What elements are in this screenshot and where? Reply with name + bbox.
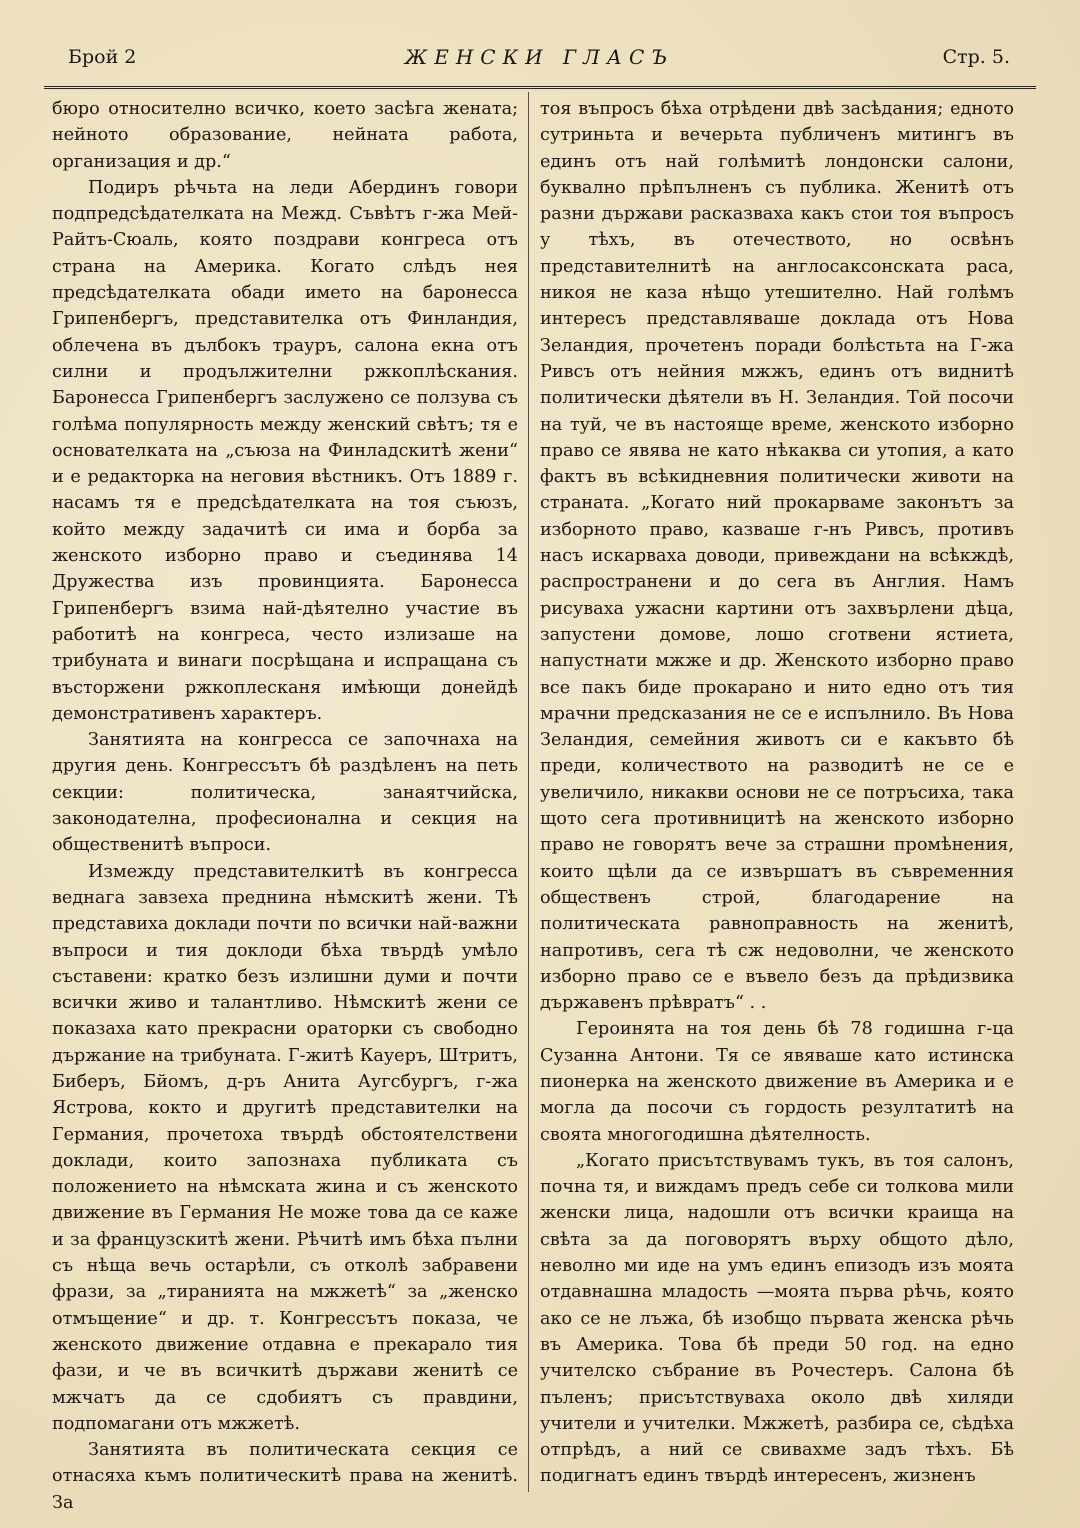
paragraph: тоя въпросъ бѣха отрѣдени двѣ засѣдания; едното сутриньта и вечерьта публиченъ митингъ въ единъ отъ най голѣмитѣ лондонски салони, буквално прѣпълненъ съ публика. Женитѣ отъ разни държави расказваха какъ стои тоя въпросъ у тѣхъ, въ отечеството, но освѣнъ представителнитѣ на англосаксонската раса, никоя не каза нѣщо утешително. Най голѣмъ интересъ представляваше доклада отъ Нова Зеландия, прочетенъ поради болѣстьта на Г-жа Ривсъ отъ нейния мжжъ, единъ отъ виднитѣ политически дѣятели въ Н. Зеландия. Той посочи на туй, че въ настояще време, женското изборно право се явява не като нѣкаква си утопия, а като фактъ въ всѣкидневния политически животи на страната. „Когато ний прокарваме законътъ за изборното право, казваше г-нъ Ривсъ, противъ насъ искарваха доводи, привеждани на всѣкждѣ, распространени и до сега въ Англия. Намъ рисуваха ужасни картини отъ захвърлени дѣца, запустени домове, лошо сготвени ястиета, напустнати мжже и др. Женското изборно право все пакъ биде прокарано и нито едно отъ тия мрачни предсказания не се е испълнило. Въ Нова Зеландия, семейния животъ си е какъвто бѣ преди, количеството на разводитѣ не се е увеличило, никакви основи не се потръсиха, така щото сега противницитѣ на женското изборно право не говорятъ вече за страшни промѣнения, които щѣли да се извършатъ въ съвременния общественъ строй, благодарение на политическата равноправность на женитѣ, напротивъ, сега тѣ сж недоволни, че женското изборно право се е въвело безъ да прѣдизвика държавенъ прѣвратъ“ . .: [540, 99, 1014, 1014]
paragraph: Измежду представителкитѣ въ конгресса веднага завзеха преднина нѣмскитѣ жени. Тѣ представиха доклади почти по всички най-важни въпроси и тия доклоди бѣха твърдѣ умѣло съставени: кратко безъ излишни думи и почти всички живо и талантливо. Нѣмскитѣ жени се показаха като прекрасни ораторки съ свободно държание на трибуната. Г-житѣ Кауеръ, Штритъ, Биберъ, Бйомъ, д-ръ Анита Аугсбургъ, г-жа Ястрова, кокто и другитѣ представителки на Германия, прочетоха твърдѣ обстоятелствени доклади, които запознаха публиката съ положението на нѣмската жина и съ женското движение въ Германия Не може това да се каже и за французскитѣ жени. Рѣчитѣ имъ бѣха пълни съ нѣща вечь остарѣли, съ отколѣ забравени фрази, за „тиранията на мжжетѣ“ за „женско отмъщение“ и др. т. Конгрессътъ показа, че женското движение отдавна е прекарало тия фази, и че въ всичкитѣ държави женитѣ се мжчатъ да се сдобиятъ съ правдини, подпомагани отъ мжжетѣ.: [52, 861, 518, 1434]
paragraph: бюро относително всичко, което засѣга жената; нейното образование, нейната работа, организация и др.“: [52, 99, 518, 172]
paragraph: Занятията въ политическата секция се отнасяха къмъ политическитѣ права на женитѣ. За: [52, 1440, 518, 1513]
paragraph: Занятията на конгресса се започнаха на другия день. Конгрессътъ бѣ раздѣленъ на петь секции: политическа, занаятчийска, законодателна, професионална и секция на общественитѣ въпроси.: [52, 730, 518, 856]
paragraph: Героинята на тоя день бѣ 78 годишна г-ца Сузанна Антони. Тя се явяваше като истинска пионерка на женското движение въ Америка и е могла да посочи съ гордость резултатитѣ на своята многогодишна дѣятелность.: [540, 1019, 1014, 1145]
paragraph: „Когато присътствувамъ тукъ, въ тоя салонъ, почна тя, и виждамъ предъ себе си толкова мили женски лица, надошли отъ всички краища на свѣта за да поговорятъ върху общото дѣло, неволно ми иде на умъ единъ епизодъ изъ моята отдавнашна младость —моята първа рѣчь, която ако се не лъжа, бѣ изобщо първата женска рѣчь въ Америка. Това бѣ преди 50 год. на едно учителско събрание въ Рочестеръ. Салона бѣ пъленъ; присътствуваха около двѣ хиляди учители и учителки. Мжжетѣ, разбира се, сѣдѣха отпрѣдъ, а ний се свивахме задъ тѣхъ. Бѣ подигнатъ единъ твърдѣ интересенъ, жизненъ: [540, 1150, 1014, 1487]
left-column: [52, 96, 518, 1513]
header-rule: [44, 86, 1036, 89]
page-header: [68, 40, 1010, 74]
issue-number: Брой 2: [68, 46, 137, 68]
right-column: [540, 96, 1014, 1487]
newspaper-title: ЖЕНСКИ ГЛАСЪ: [404, 45, 675, 69]
page-number: Стр. 5.: [942, 46, 1010, 68]
paragraph: Подиръ рѣчьта на леди Абердинъ говори подпредсѣдателката на Межд. Съвѣтъ г-жа Мей-Райтъ-Сюаль, която поздрави конгреса отъ страна на Америка. Когато слѣдъ нея предсѣдателката обади името на баронесса Грипенбергъ, представителка отъ Финландия, облечена въ дълбокъ трауръ, салона екна отъ силни и продължителни ржкоплѣскания. Баронесса Грипенбергъ заслужено се ползува съ голѣма популярность между женский свѣтъ; тя е основателката на „съюза на Финладскитѣ жени“ и е редакторка на неговия вѣстникъ. Отъ 1889 г. насамъ тя е предсѣдателката на тоя съюзъ, който между задачитѣ си има и борба за женското изборно право и съединява 14 Дружества изъ провинцията. Баронесса Грипенбергъ взима най-дѣятелно участие въ работитѣ на конгреса, често излизаше на трибуната и винаги посрѣщана и испращана съ въсторжени ржкоплесканя имѣющи донейдѣ демонстративенъ характеръ.: [52, 177, 518, 724]
column-divider: [528, 92, 529, 1492]
